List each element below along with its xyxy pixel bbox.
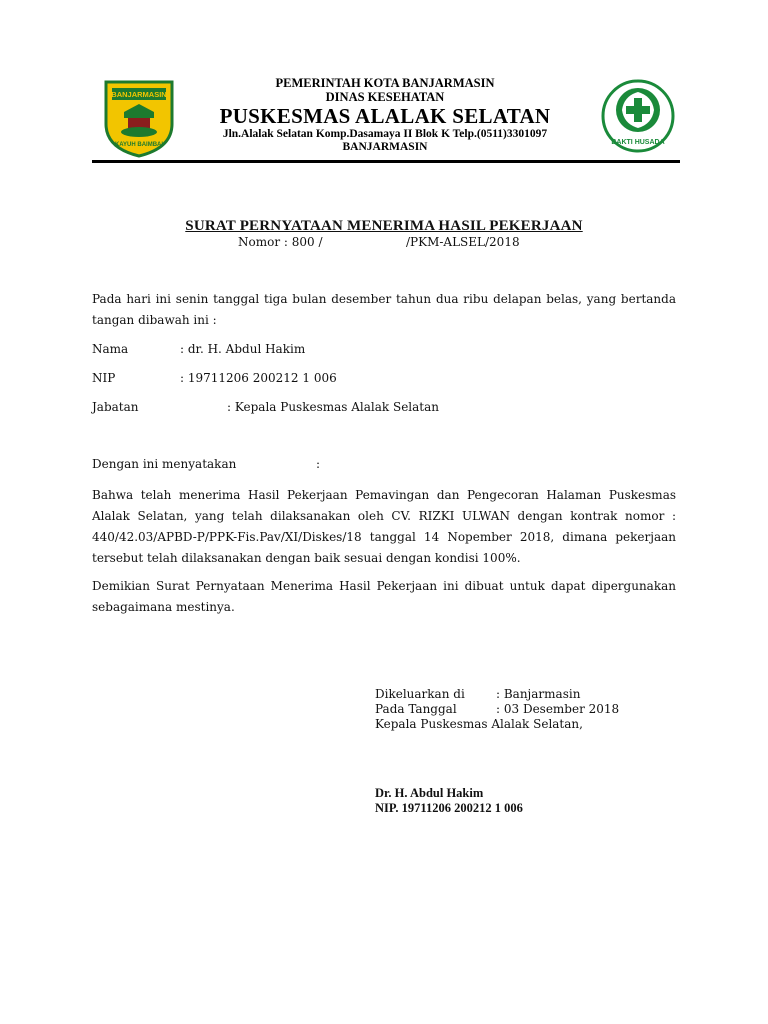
- banjarmasin-shield-logo: [102, 78, 176, 158]
- signer-position: Kepala Puskesmas Alalak Selatan,: [375, 717, 583, 731]
- letterhead-city: BANJARMASIN: [342, 141, 428, 153]
- signer-nip: NIP. 19711206 200212 1 006: [375, 801, 523, 815]
- field-value-nama: : dr. H. Abdul Hakim: [180, 342, 306, 356]
- nomor-prefix: Nomor : 800 /: [238, 235, 323, 249]
- closing-paragraph: Demikian Surat Pernyataan Menerima Hasil Pekerjaan ini dibuat untuk dapat dipergunakan sebagaimana mestinya.: [92, 579, 676, 614]
- field-value-nip: : 19711206 200212 1 006: [180, 371, 337, 385]
- acceptance-paragraph: Bahwa telah menerima Hasil Pekerjaan Pemavingan dan Pengecoran Halaman Puskesmas Alalak Selatan, yang telah dilaksanakan oleh CV. RIZKI ULWAN dengan kontrak nomor : 440/42.03/APBD-P/PPK-Fis.Pav/XI/Diskes/18 tanggal 14 Nopember 2018, dimana pekerjaan tersebut telah dilaksanakan dengan baik sesuai dengan kondisi 100%.: [92, 488, 676, 565]
- field-label-nama: Nama: [92, 342, 129, 356]
- statement-colon: :: [316, 457, 321, 471]
- letterhead-address: Jln.Alalak Selatan Komp.Dasamaya II Blok K Telp.(0511)3301097: [222, 128, 548, 140]
- letterhead-department: DINAS KESEHATAN: [325, 90, 445, 104]
- signer-name: Dr. H. Abdul Hakim: [375, 786, 484, 800]
- field-value-jabatan: : Kepala Puskesmas Alalak Selatan: [227, 400, 439, 414]
- shield-bottom-text: KAYUH BAIMBAI: [114, 142, 164, 148]
- nomor-suffix: /PKM-ALSEL/2018: [406, 235, 520, 249]
- bakti-husada-text: BAKTI HUSADA: [611, 139, 665, 146]
- date-value: : 03 Desember 2018: [496, 702, 620, 716]
- field-label-jabatan: Jabatan: [92, 400, 139, 414]
- field-label-nip: NIP: [92, 371, 116, 385]
- letterhead-text: [200, 76, 570, 154]
- letterhead-government: PEMERINTAH KOTA BANJARMASIN: [275, 76, 495, 90]
- intro-paragraph: Pada hari ini senin tanggal tiga bulan desember tahun dua ribu delapan belas, yang bertanda tangan dibawah ini :: [92, 292, 676, 327]
- letterhead-divider: [92, 160, 680, 163]
- shield-top-text: BANJARMASIN: [111, 90, 167, 99]
- bakti-husada-logo: [600, 78, 676, 154]
- statement-label: Dengan ini menyatakan: [92, 457, 237, 471]
- date-label: Pada Tanggal: [375, 702, 457, 716]
- document-title: SURAT PERNYATAAN MENERIMA HASIL PEKERJAAN: [185, 218, 583, 234]
- letterhead-institution: PUSKESMAS ALALAK SELATAN: [219, 104, 551, 128]
- issued-label: Dikeluarkan di: [375, 687, 465, 701]
- issued-value: : Banjarmasin: [496, 687, 581, 701]
